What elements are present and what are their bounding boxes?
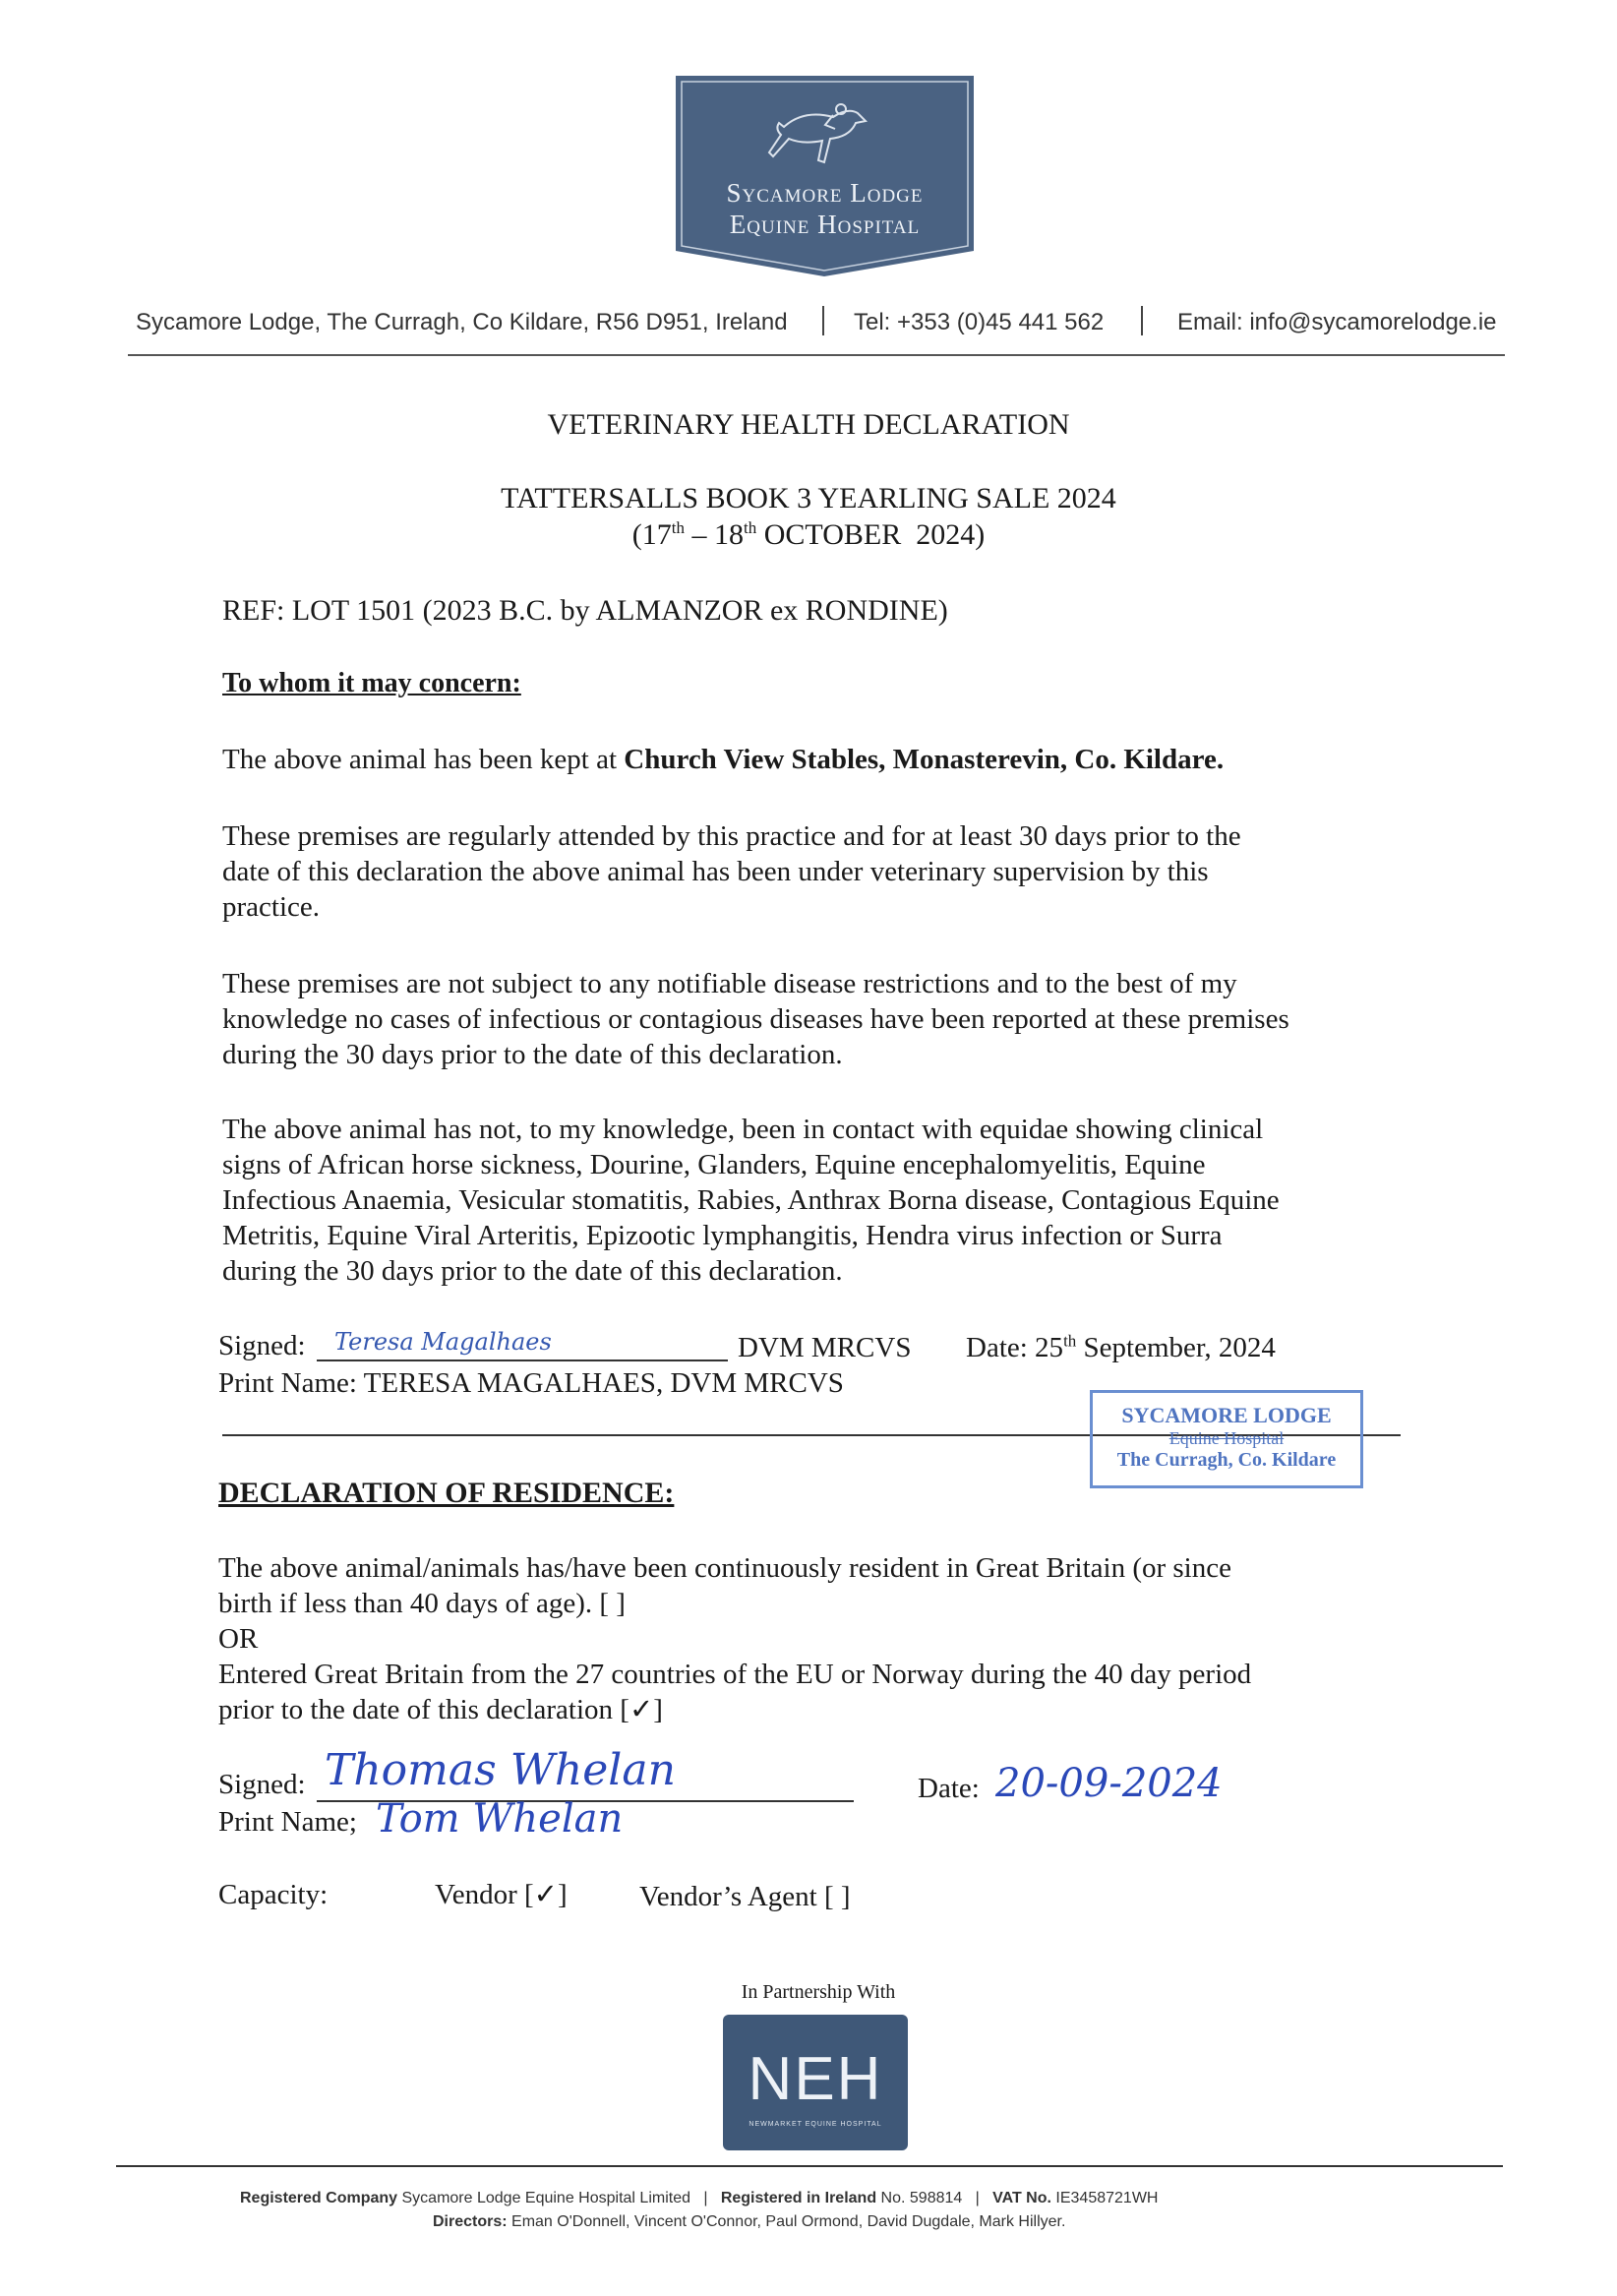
hospital-logo: [676, 76, 974, 276]
capacity-agent: Vendor’s Agent [ ]: [639, 1881, 851, 1912]
footer-divider: [116, 2165, 1503, 2167]
reference-line: REF: LOT 1501 (2023 B.C. by ALMANZOR ex RONDINE): [222, 594, 948, 627]
logo-line-1: Sycamore Lodge: [726, 178, 924, 208]
header-separator: [1141, 306, 1143, 335]
paragraph-kept-at: The above animal has been kept at Church View Stables, Monasterevin, Co. Kildare.: [222, 744, 1225, 775]
owner-date: 20-09-2024: [995, 1761, 1223, 1806]
partner-label: In Partnership With: [741, 1981, 896, 2003]
sale-title: TATTERSALLS BOOK 3 YEARLING SALE 2024: [501, 482, 1116, 514]
owner-signed-label: Signed:: [218, 1769, 306, 1800]
residence-text: The above animal/animals has/have been continuously resident in Great Britain (or since birth if less than 40 days of age). [ ] OR Entered Great Britain from the 27 countries of the EU or Norway during the 40 day period prior to the date of this declaration [✓]: [218, 1552, 1252, 1725]
owner-signature: Thomas Whelan: [325, 1745, 676, 1795]
header-divider: [128, 354, 1505, 356]
header-address: Sycamore Lodge, The Curragh, Co Kildare, R56 D951, Ireland: [136, 309, 788, 335]
practice-stamp: SYCAMORE LODGE Equine Hospital The Curragh, Co. Kildare: [1090, 1390, 1363, 1488]
logo-line-2: Equine Hospital: [729, 210, 921, 239]
vet-signature-line: [317, 1359, 728, 1361]
paragraph-diseases: The above animal has not, to my knowledge, been in contact with equidae showing clinical signs of African horse sickness, Dourine, Glanders, Equine encephalomyelitis, Equine Infectious Anaemia, Vesicular stomatitis, Rabies, Anthrax Borna disease, Contagious Equine Metritis, Equine Viral Arteritis, Epizootic lymphangitis, Hendra virus infection or Surra during the 30 days prior to the date of this declaration.: [222, 1114, 1280, 1287]
header-tel: Tel: +353 (0)45 441 562: [854, 309, 1105, 335]
document-title: VETERINARY HEALTH DECLARATION: [547, 408, 1070, 441]
neh-logo: [723, 2015, 908, 2150]
capacity-vendor: Vendor [✓]: [435, 1879, 568, 1910]
header-email: Email: info@sycamorelodge.ie: [1177, 309, 1497, 335]
owner-date-label: Date:: [918, 1773, 980, 1804]
vet-print-name: Print Name: TERESA MAGALHAES, DVM MRCVS: [218, 1367, 844, 1399]
vet-date: Date: 25th September, 2024: [966, 1331, 1276, 1363]
vet-signature: Teresa Magalhaes: [334, 1328, 552, 1356]
salutation: To whom it may concern:: [222, 668, 521, 698]
vendor-tickbox[interactable]: [✓]: [524, 1879, 568, 1910]
footer-directors: Directors: Eman O'Donnell, Vincent O'Connor, Paul Ormond, David Dugdale, Mark Hillyer.: [433, 2213, 1066, 2230]
residence-heading: DECLARATION OF RESIDENCE:: [218, 1477, 675, 1509]
footer-registration: Registered Company Sycamore Lodge Equine Hospital Limited | Registered in Ireland No. 598814 | VAT No. IE3458721WH: [240, 2190, 1159, 2206]
paragraph-supervision: These premises are regularly attended by this practice and for at least 30 days prior to the date of this declaration the above animal has been under veterinary supervision by this practice.: [222, 820, 1241, 923]
owner-print-name: Tom Whelan: [376, 1796, 624, 1842]
vet-credentials: DVM MRCVS: [738, 1332, 912, 1363]
owner-print-label: Print Name;: [218, 1806, 357, 1838]
neh-logo-text: NEH: [748, 2045, 883, 2113]
neh-logo-sub: NEWMARKET EQUINE HOSPITAL: [749, 2121, 882, 2128]
vet-signed-label: Signed:: [218, 1330, 306, 1361]
eu-entry-tickbox[interactable]: [✓]: [620, 1694, 663, 1725]
paragraph-restrictions: These premises are not subject to any notifiable disease restrictions and to the best of my knowledge no cases of infectious or contagious diseases have been reported at these premises during the 30 days prior to the date of this declaration.: [222, 968, 1289, 1070]
capacity-label: Capacity:: [218, 1879, 329, 1910]
header-separator: [822, 306, 824, 335]
sale-dates: (17th – 18th OCTOBER 2024): [631, 518, 986, 551]
